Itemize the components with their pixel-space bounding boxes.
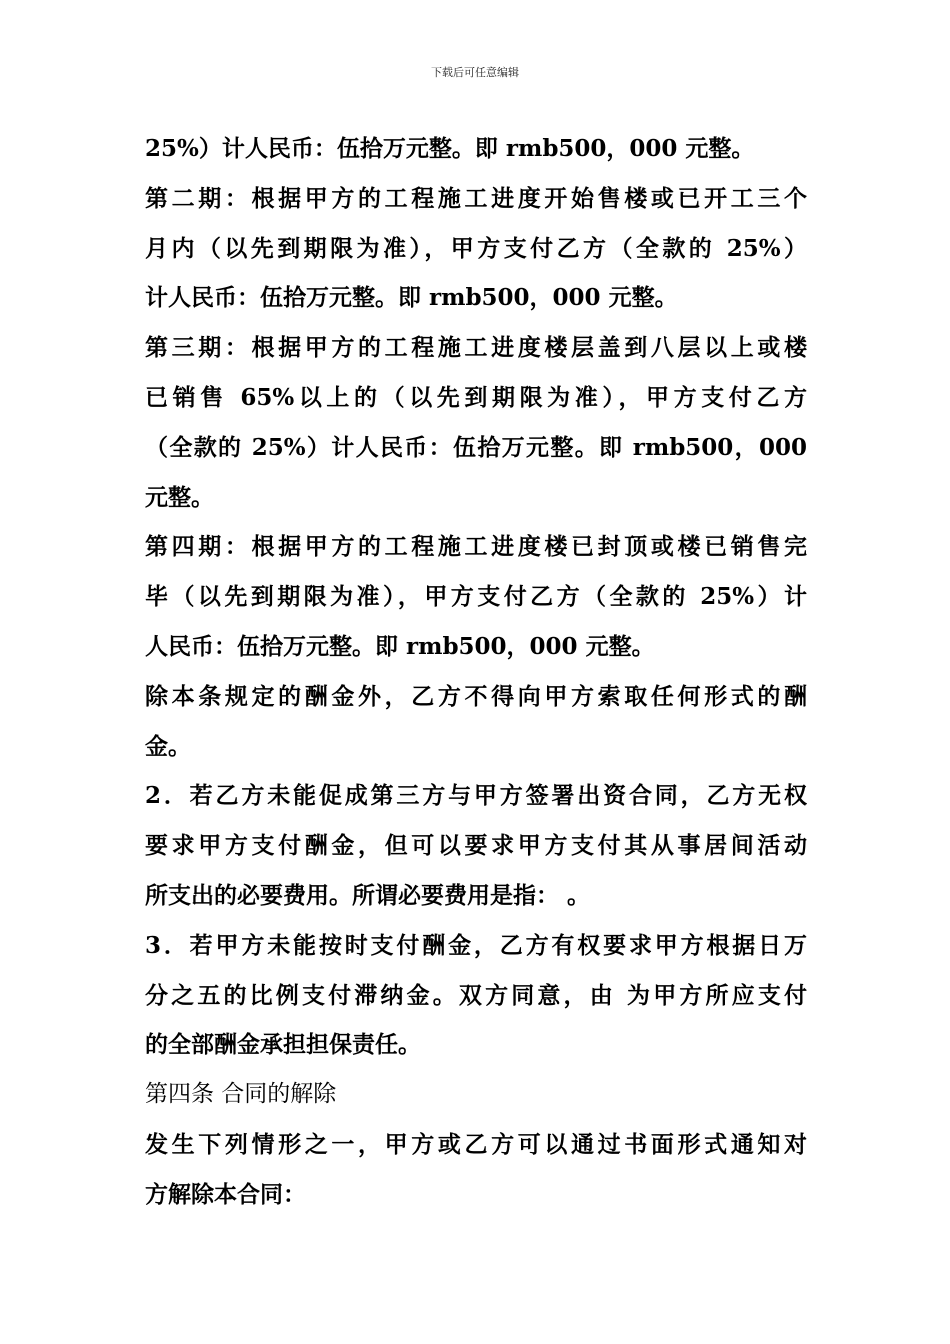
text-line: 3．若甲方未能按时支付酬金，乙方有权要求甲方根据日万 — [145, 931, 807, 959]
text-line: 已销售 65%以上的（以先到期限为准），甲方支付乙方 — [145, 383, 807, 411]
text-line: 发生下列情形之一，甲方或乙方可以通过书面形式通知对 — [145, 1130, 807, 1158]
text-line: 25%）计人民币：伍拾万元整。即 rmb500，000 元整。 — [145, 135, 755, 162]
text-line: 毕（以先到期限为准），甲方支付乙方（全款的 25%）计 — [145, 583, 807, 611]
text-line: 人民币：伍拾万元整。即 rmb500，000 元整。 — [145, 632, 655, 660]
text-line: 2．若乙方未能促成第三方与甲方签署出资合同，乙方无权 — [145, 782, 807, 810]
text-line: 计人民币：伍拾万元整。即 rmb500，000 元整。 — [145, 284, 678, 312]
text-line: 所支出的必要费用。所谓必要费用是指： 。 — [145, 881, 591, 909]
text-line: 方解除本合同： — [145, 1180, 306, 1208]
text-line: 除本条规定的酬金外，乙方不得向甲方索取任何形式的酬 — [145, 682, 807, 710]
text-line: 的全部酬金承担担保责任。 — [145, 1031, 421, 1059]
page-header-note: 下载后可任意编辑 — [431, 66, 519, 79]
text-line: 第四期：根据甲方的工程施工进度楼已封顶或楼已销售完 — [145, 533, 807, 561]
text-line: 月内（以先到期限为准），甲方支付乙方（全款的 25%） — [145, 234, 807, 262]
text-line: 分之五的比例支付滞纳金。双方同意，由 为甲方所应支付 — [145, 981, 807, 1009]
text-line: 要求甲方支付酬金，但可以要求甲方支付其从事居间活动 — [145, 832, 807, 860]
text-line: 第二期：根据甲方的工程施工进度开始售楼或已开工三个 — [145, 184, 807, 212]
text-line: （全款的 25%）计人民币：伍拾万元整。即 rmb500，000 — [145, 433, 807, 461]
text-line: 第三期：根据甲方的工程施工进度楼层盖到八层以上或楼 — [145, 334, 807, 362]
text-line: 元整。 — [145, 483, 214, 511]
text-line: 金。 — [145, 732, 191, 760]
section-heading: 第四条 合同的解除 — [145, 1081, 337, 1108]
document-body — [145, 124, 807, 1220]
